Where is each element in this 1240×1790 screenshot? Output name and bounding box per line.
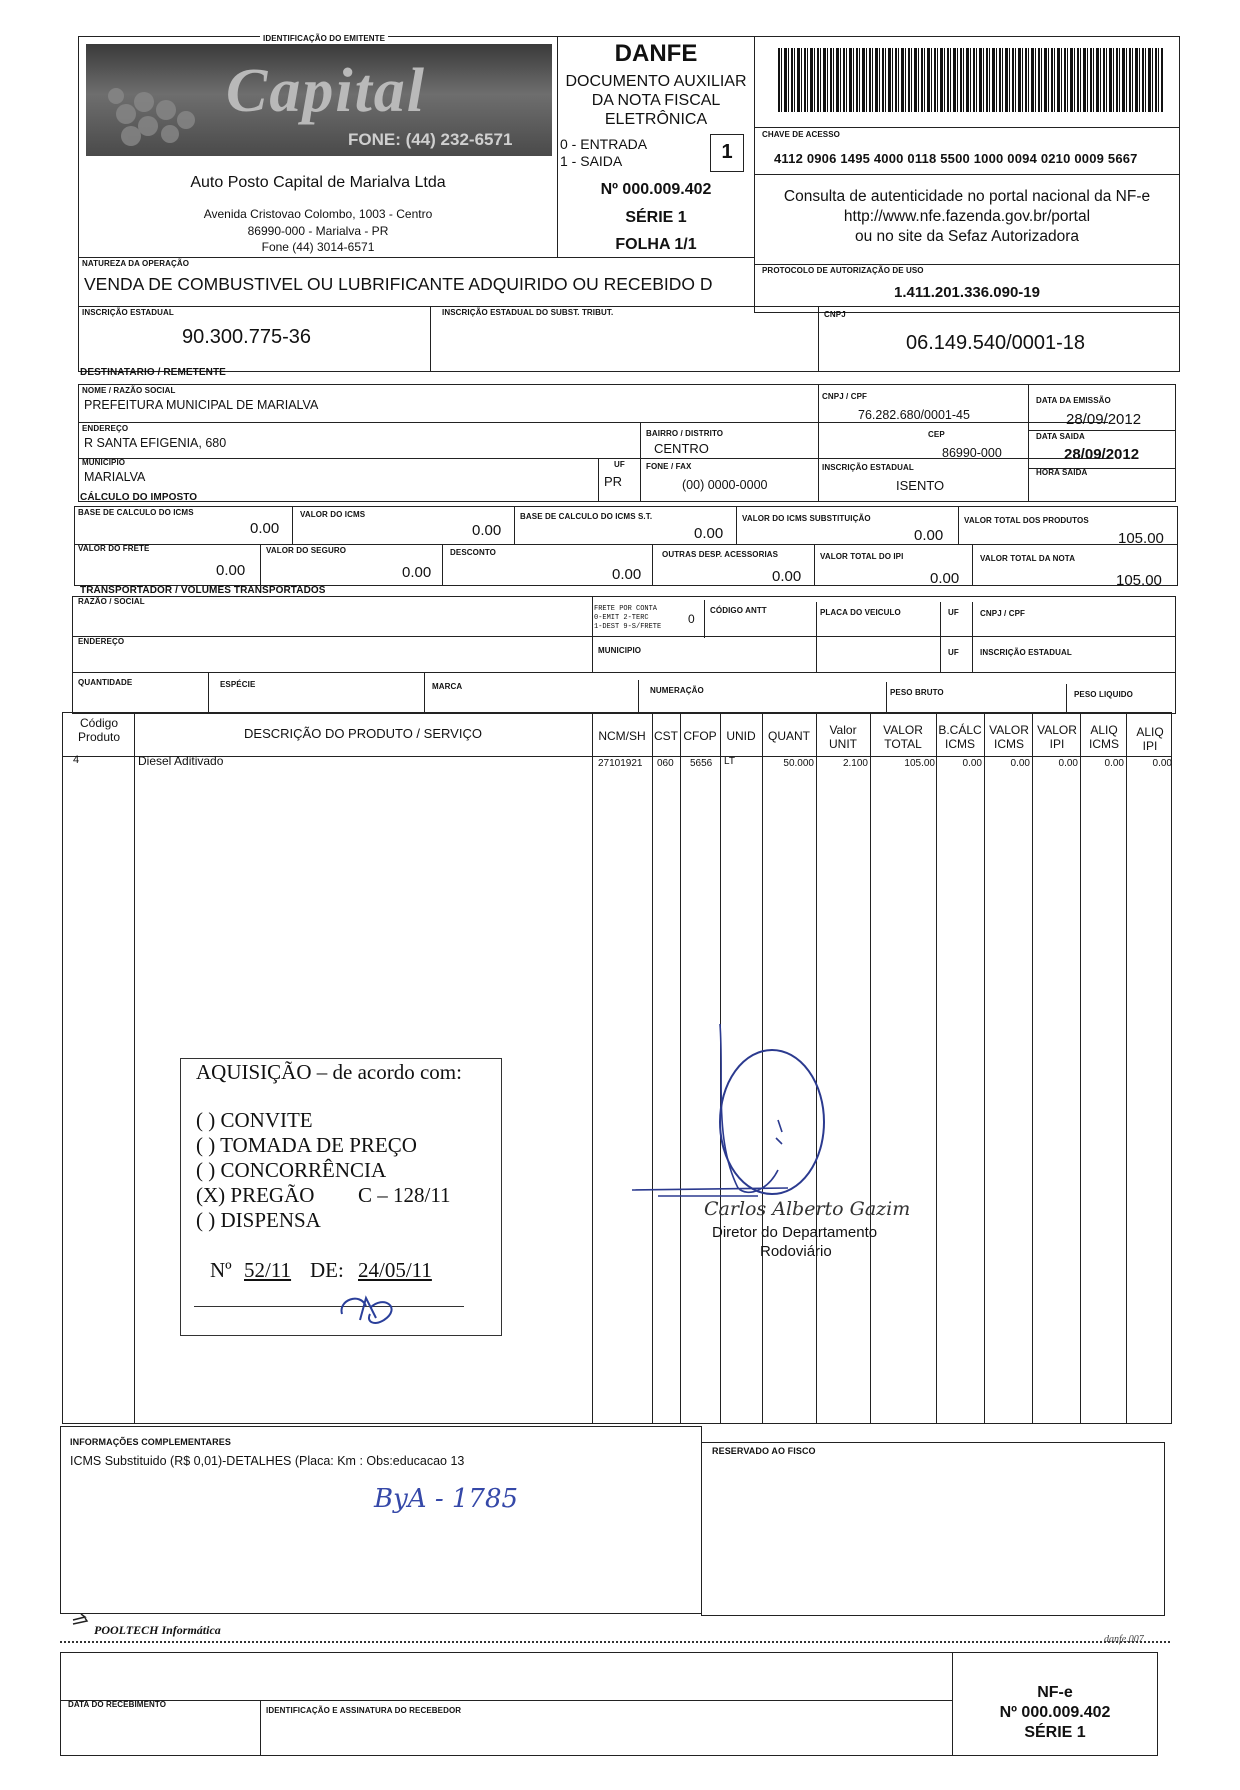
produtos-header-line <box>62 756 1172 757</box>
imp-div-7 <box>652 544 653 586</box>
transp-razao-label: RAZÃO / SOCIAL <box>78 597 145 606</box>
dest-uf-label: UF <box>614 460 625 469</box>
natureza-value: VENDA DE COMBUSTIVEL OU LUBRIFICANTE ADQUIRIDO OU RECEBIDO D <box>84 274 713 294</box>
imp-div-9 <box>972 544 973 586</box>
info-handwritten: ByA - 1785 <box>374 1484 519 1514</box>
footer-code: danfe.007 <box>1104 1634 1144 1645</box>
emitente-name: Auto Posto Capital de Marialva Ltda <box>190 174 446 191</box>
v-icms-label: VALOR DO ICMS <box>300 510 366 519</box>
stamp-convite: ( ) CONVITE <box>196 1108 313 1132</box>
cnpj-label: CNPJ <box>824 310 846 319</box>
signature-title-1: Diretor do Departamento <box>712 1224 878 1241</box>
dest-div-uf <box>598 458 599 502</box>
info-label: INFORMAÇÕES COMPLEMENTARES <box>70 1437 231 1447</box>
dest-municipio-label: MUNICIPIO <box>82 458 126 467</box>
stamp-concorrencia: ( ) CONCORRÊNCIA <box>196 1158 387 1182</box>
footer-serie: SÉRIE 1 <box>1024 1724 1086 1741</box>
frete-label: VALOR DO FRETE <box>78 544 150 553</box>
transp-endereco-label: ENDEREÇO <box>78 637 125 646</box>
imp-div-1 <box>292 506 293 544</box>
ie-label: INSCRIÇÃO ESTADUAL <box>82 308 174 317</box>
transp-frete-value: 0 <box>688 612 695 626</box>
header-codigo: Código Produto <box>77 716 121 744</box>
v-prod: 105.00 <box>1118 530 1164 547</box>
stamp-numero: 52/11 <box>244 1258 292 1282</box>
consulta-line-3: ou no site da Sefaz Autorizadora <box>854 228 1080 245</box>
ipi-label: VALOR TOTAL DO IPI <box>820 552 904 561</box>
cnpj-value: 06.149.540/0001-18 <box>906 332 1086 354</box>
imposto-mid-line <box>74 544 1178 545</box>
row-codigo: 4 <box>73 754 80 766</box>
dest-cep-label: CEP <box>928 430 945 439</box>
transp-div-3 <box>816 602 817 672</box>
v-prod-label: VALOR TOTAL DOS PRODUTOS <box>964 516 1089 525</box>
transp-div-7 <box>424 672 425 714</box>
header-vipi: VALOR IPI <box>1037 723 1077 751</box>
assinatura-label: IDENTIFICAÇÃO E ASSINATURA DO RECEBEDOR <box>266 1706 462 1715</box>
transp-div-2 <box>704 600 705 638</box>
transp-div-1 <box>592 596 593 672</box>
stamp-title: AQUISIÇÃO – de acordo com: <box>196 1060 462 1084</box>
dest-emissao: 28/09/2012 <box>1066 411 1142 428</box>
bc-st: 0.00 <box>694 525 724 542</box>
header-aliqicms: ALIQ ICMS <box>1089 723 1119 751</box>
stamp-de-label: DE: <box>310 1258 344 1282</box>
signature-name: Carlos Alberto Gazim <box>704 1198 911 1220</box>
footer-cut-line <box>60 1641 1170 1643</box>
row-ncm: 27101921 <box>598 758 643 769</box>
dest-cnpj-label: CNPJ / CPF <box>822 392 868 401</box>
transp-placa-label: PLACA DO VEICULO <box>820 608 901 617</box>
stamp-data: 24/05/11 <box>358 1258 432 1282</box>
imp-div-6 <box>442 544 443 586</box>
nota-label: VALOR TOTAL DA NOTA <box>980 554 1076 563</box>
transp-uf-label: UF <box>948 608 959 617</box>
v-st: 0.00 <box>914 527 944 544</box>
imposto-section-label: CÁLCULO DO IMPOSTO <box>80 492 198 503</box>
dest-cep: 86990-000 <box>942 446 1002 460</box>
row-descricao: Diesel Aditivado <box>138 754 224 768</box>
danfe-serie: SÉRIE 1 <box>625 209 687 226</box>
bc-st-label: BASE DE CALCULO DO ICMS S.T. <box>520 512 653 521</box>
dest-saida: 28/09/2012 <box>1064 446 1140 463</box>
dest-bairro-label: BAIRRO / DISTRITO <box>646 429 724 438</box>
transp-especie-label: ESPÉCIE <box>220 680 256 689</box>
dest-bairro: CENTRO <box>654 441 709 456</box>
header-cst: CST <box>654 729 678 743</box>
consulta-line-2: http://www.nfe.fazenda.gov.br/portal <box>843 208 1091 225</box>
info-text: ICMS Substituido (R$ 0,01)-DETALHES (Placa: Km : Obs:educacao 13 <box>70 1454 465 1468</box>
transp-div-5 <box>972 602 973 672</box>
frete: 0.00 <box>216 562 246 579</box>
transp-municipio-label: MUNICIPIO <box>598 646 642 655</box>
col-div-13 <box>1126 712 1127 1424</box>
header-ncm: NCM/SH <box>598 729 646 743</box>
dest-uf: PR <box>604 474 623 489</box>
transp-cnpj-label: CNPJ / CPF <box>980 609 1026 618</box>
row-cfop: 5656 <box>690 758 713 769</box>
dest-div-ie <box>818 458 819 502</box>
emitente-section-label: IDENTIFICAÇÃO DO EMITENTE <box>260 34 388 43</box>
header-aliqipi: ALIQ IPI <box>1136 725 1164 753</box>
row-aliqipi: 0.00 <box>1152 758 1172 769</box>
emitente-city: 86990-000 - Marialva - PR <box>247 224 389 238</box>
imp-div-8 <box>814 544 815 586</box>
danfe-folha: FOLHA 1/1 <box>615 236 697 253</box>
footer-numero: Nº 000.009.402 <box>999 1704 1111 1721</box>
dest-ie: ISENTO <box>896 478 945 493</box>
danfe-title: DANFE <box>614 40 698 67</box>
dest-fone-label: FONE / FAX <box>646 462 692 471</box>
dest-row-line-1 <box>78 422 1108 423</box>
inscricao-divider-2 <box>818 306 819 372</box>
row-cst: 060 <box>657 758 674 769</box>
row-quant: 50.000 <box>783 758 814 769</box>
danfe-entrada: 0 - ENTRADA <box>560 136 648 152</box>
transp-frete-text-1: FRETE POR CONTA <box>594 605 658 613</box>
chave-value: 4112 0906 1495 4000 0118 5500 1000 0094 0210 0009 5667 <box>774 151 1138 166</box>
imp-div-5 <box>260 544 261 586</box>
row-vtotal: 105.00 <box>904 758 935 769</box>
stamp-pregao: (X) PREGÃO <box>196 1183 315 1207</box>
dest-div-fone <box>640 458 641 502</box>
fisco-label: RESERVADO AO FISCO <box>712 1446 816 1456</box>
transp-peso-liquido-label: PESO LIQUIDO <box>1074 690 1133 699</box>
col-div-10 <box>984 712 985 1424</box>
v-icms: 0.00 <box>472 522 502 539</box>
fisco-box <box>701 1442 1165 1616</box>
chave-label: CHAVE DE ACESSO <box>762 130 840 139</box>
transp-peso-bruto-label: PESO BRUTO <box>890 688 944 697</box>
danfe-tipo: 1 <box>721 141 733 163</box>
row-aliqicms: 0.00 <box>1104 758 1124 769</box>
recebimento-label: DATA DO RECEBIMENTO <box>68 1700 167 1709</box>
transp-frete-text-2: 0-EMIT 2-TERC <box>594 614 649 622</box>
bc-icms-label: BASE DE CALCULO DO ICMS <box>78 508 194 517</box>
nota: 105.00 <box>1116 572 1162 589</box>
danfe-saida: 1 - SAIDA <box>560 153 623 169</box>
header-bcicms: B.CÁLC ICMS <box>938 723 982 751</box>
dest-endereco-label: ENDEREÇO <box>82 424 129 433</box>
transp-antt-label: CÓDIGO ANTT <box>710 606 767 615</box>
dest-div-data <box>1028 384 1029 502</box>
stamp-signature-line <box>194 1306 464 1307</box>
stamp-dispensa: ( ) DISPENSA <box>196 1208 321 1232</box>
dest-div-bairro <box>640 422 641 458</box>
v-st-label: VALOR DO ICMS SUBSTITUIÇÃO <box>742 514 871 523</box>
imp-div-4 <box>958 506 959 544</box>
col-div-8 <box>870 712 871 1424</box>
header-vtotal: VALOR TOTAL <box>883 723 923 751</box>
pooltech-logo-icon <box>72 1613 92 1627</box>
dest-saida-label: DATA SAIDA <box>1036 432 1085 441</box>
inscricao-divider-1 <box>430 306 431 372</box>
recebimento-div-1 <box>260 1700 261 1756</box>
transp-ie-label: INSCRIÇÃO ESTADUAL <box>980 648 1072 657</box>
col-div-2 <box>592 712 593 1424</box>
ipi: 0.00 <box>930 570 960 587</box>
stamp-initials-mark <box>336 1284 406 1330</box>
row-vicms: 0.00 <box>1010 758 1030 769</box>
desconto: 0.00 <box>612 566 642 583</box>
transp-numeracao-label: NUMERAÇÃO <box>650 686 704 695</box>
dest-div-cnpj <box>818 384 819 460</box>
dest-cnpj: 76.282.680/0001-45 <box>858 408 970 422</box>
header-unid: UNID <box>726 729 756 743</box>
imp-div-3 <box>736 506 737 544</box>
barcode <box>778 48 1163 112</box>
desconto-label: DESCONTO <box>450 548 496 557</box>
transp-div-4 <box>940 602 941 672</box>
iest-label: INSCRIÇÃO ESTADUAL DO SUBST. TRIBUT. <box>442 308 614 317</box>
transp-line-1 <box>72 636 1176 637</box>
col-div-9 <box>936 712 937 1424</box>
col-div-12 <box>1080 712 1081 1424</box>
header-cfop: CFOP <box>683 729 717 743</box>
dest-nome: PREFEITURA MUNICIPAL DE MARIALVA <box>84 398 319 412</box>
header-descricao: DESCRIÇÃO DO PRODUTO / SERVIÇO <box>244 726 482 741</box>
seguro-label: VALOR DO SEGURO <box>266 546 347 555</box>
stamp-numero-label: Nº <box>210 1258 232 1282</box>
logo-text: Capital <box>226 57 427 125</box>
outras: 0.00 <box>772 568 802 585</box>
transp-frete-text-3: 1-DEST 9-S/FRETE <box>594 623 662 631</box>
transp-div-6 <box>208 672 209 714</box>
signature-title-2: Rodoviário <box>760 1243 832 1260</box>
row-bcicms: 0.00 <box>962 758 982 769</box>
header-quant: QUANT <box>768 729 810 743</box>
emitente-address: Avenida Cristovao Colombo, 1003 - Centro <box>203 207 433 221</box>
footer-software: POOLTECH Informática <box>94 1623 221 1637</box>
stamp-pregao-num: C – 128/11 <box>358 1183 451 1207</box>
ie-value: 90.300.775-36 <box>182 326 312 348</box>
imp-div-2 <box>514 506 515 544</box>
danfe-numero: Nº 000.009.402 <box>600 181 712 198</box>
transp-div-10 <box>1066 684 1067 714</box>
col-div-1 <box>134 712 135 1424</box>
col-div-11 <box>1032 712 1033 1424</box>
dest-nome-label: NOME / RAZÃO SOCIAL <box>82 386 176 395</box>
dest-endereco: R SANTA EFIGENIA, 680 <box>84 436 227 450</box>
transp-marca-label: MARCA <box>432 682 463 691</box>
consulta-line-1: Consulta de autenticidade no portal nacional da NF-e <box>783 188 1151 205</box>
protocolo-label: PROTOCOLO DE AUTORIZAÇÃO DE USO <box>762 266 924 275</box>
header-vunit: Valor UNIT <box>829 723 857 751</box>
transp-div-8 <box>638 680 639 714</box>
footer-nfe: NF-e <box>1037 1684 1073 1701</box>
header-vicms: VALOR ICMS <box>989 723 1029 751</box>
dest-ie-label: INSCRIÇÃO ESTADUAL <box>822 463 914 472</box>
transp-div-9 <box>886 682 887 714</box>
transp-uf2-label: UF <box>948 648 959 657</box>
destinatario-section-label: DESTINATARIO / REMETENTE <box>80 367 226 378</box>
dest-hora-label: HORA SAIDA <box>1036 468 1088 477</box>
row-unid: LT <box>724 756 735 767</box>
logo-phone: FONE: (44) 232-6571 <box>348 130 513 149</box>
dest-emissao-label: DATA DA EMISSÃO <box>1036 396 1111 405</box>
company-logo <box>86 44 552 156</box>
bc-icms: 0.00 <box>250 520 280 537</box>
transp-quantidade-label: QUANTIDADE <box>78 678 133 687</box>
row-vipi: 0.00 <box>1058 758 1078 769</box>
dest-municipio: MARIALVA <box>84 470 146 484</box>
danfe-subtitle: DOCUMENTO AUXILIAR DA NOTA FISCAL ELETRÔNICA <box>565 73 747 128</box>
stamp-tomada: ( ) TOMADA DE PREÇO <box>196 1133 417 1157</box>
row-vunit: 2.100 <box>842 758 868 769</box>
emitente-phone: Fone (44) 3014-6571 <box>261 240 375 254</box>
natureza-label: NATUREZA DA OPERAÇÃO <box>82 259 190 268</box>
dest-line-data <box>1028 430 1176 431</box>
dest-fone: (00) 0000-0000 <box>682 478 768 492</box>
seguro: 0.00 <box>402 564 432 581</box>
recebimento-line <box>60 1700 952 1701</box>
outras-label: OUTRAS DESP. ACESSORIAS <box>662 550 779 559</box>
transp-line-2 <box>72 672 1176 673</box>
protocolo-value: 1.411.201.336.090-19 <box>894 284 1040 301</box>
transportador-section-label: TRANSPORTADOR / VOLUMES TRANSPORTADOS <box>80 585 326 596</box>
